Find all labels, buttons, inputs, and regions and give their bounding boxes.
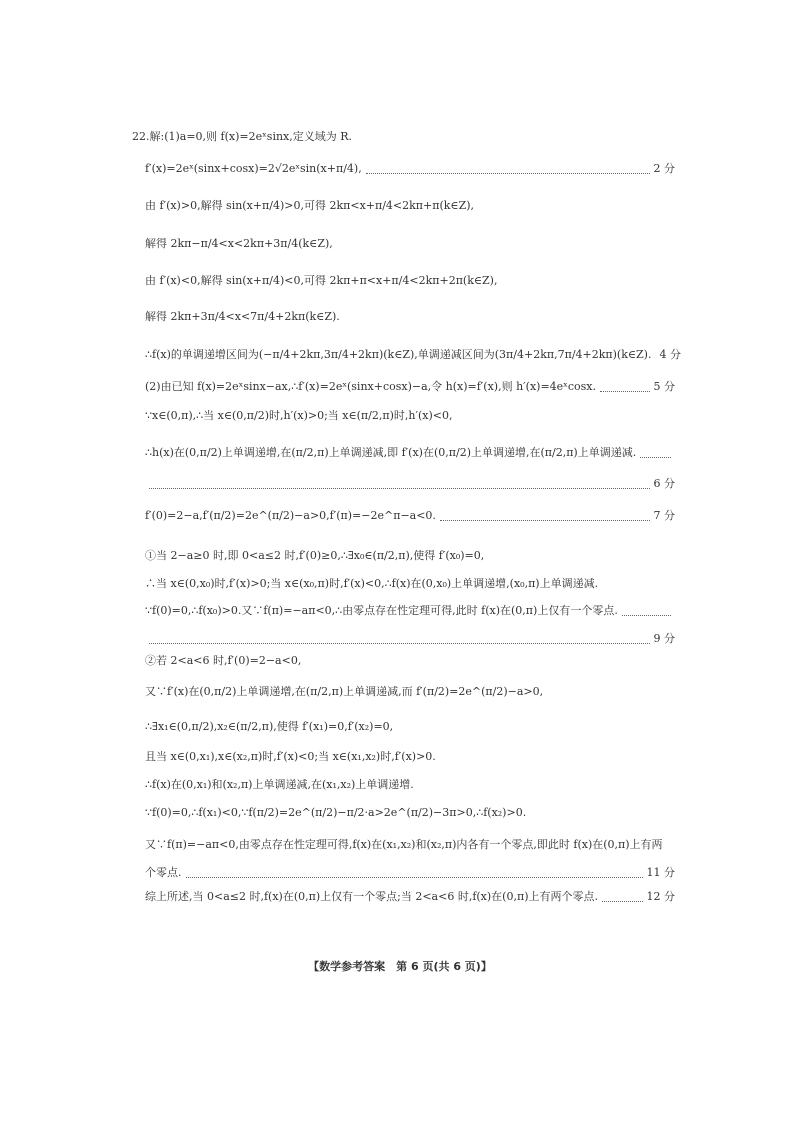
leader-dots (602, 893, 643, 902)
solution-text: 解得 2kπ−π/4<x<2kπ+3π/4(k∈Z), (145, 237, 333, 250)
solution-line (145, 237, 675, 251)
solution-text: ∵f(0)=0,∴f(x₁)<0,∵f(π/2)=2e^(π/2)−π/2·a>2e^(π/2)−3π>0,∴f(x₂)>0. (145, 806, 527, 819)
score-label: 2 分 (653, 162, 675, 175)
solution-line (145, 890, 675, 904)
solution-line (145, 654, 675, 668)
solution-line (145, 604, 675, 618)
solution-line (145, 838, 675, 852)
solution-text: 个零点. (145, 866, 182, 879)
solution-line (145, 348, 681, 362)
leader-dots (149, 635, 650, 644)
leader-dots (600, 383, 650, 392)
leader-dots (640, 449, 671, 458)
solution-line (145, 632, 675, 646)
score-label: 6 分 (653, 477, 675, 490)
solution-line (145, 380, 675, 394)
solution-line (145, 866, 675, 880)
solution-line (145, 720, 675, 734)
solution-text: (2)由已知 f(x)=2eˣsinx−ax,∴f′(x)=2eˣ(sinx+cosx)−a,令 h(x)=f′(x),则 h′(x)=4eˣcosx. (145, 380, 596, 393)
solution-line (145, 750, 675, 764)
solution-text: 且当 x∈(0,x₁),x∈(x₂,π)时,f′(x)<0;当 x∈(x₁,x₂)时,f′(x)>0. (145, 750, 436, 763)
solution-text: ∵f(0)=0,∴f(x₀)>0.又∵f(π)=−aπ<0,∴由零点存在性定理可得,此时 f(x)在(0,π)上仅有一个零点. (145, 604, 618, 617)
solution-line (145, 778, 675, 792)
solution-text: 由 f′(x)>0,解得 sin(x+π/4)>0,可得 2kπ<x+π/4<2kπ+π(k∈Z), (145, 199, 475, 212)
leader-dots (440, 512, 650, 521)
solution-text: ∴∃x₁∈(0,π/2),x₂∈(π/2,π),使得 f′(x₁)=0,f′(x₂)=0, (145, 720, 394, 733)
solution-line (145, 310, 675, 324)
solution-line (145, 409, 675, 423)
solution-line (145, 274, 675, 288)
solution-line (145, 477, 675, 491)
solution-line (145, 446, 675, 460)
leader-dots (149, 480, 650, 489)
solution-text: f′(x)=2eˣ(sinx+cosx)=2√2eˣsin(x+π/4), (145, 162, 362, 175)
solution-text: 又∵f′(x)在(0,π/2)上单调递增,在(π/2,π)上单调递减,而 f′(π/2)=2e^(π/2)−a>0, (145, 685, 544, 698)
solution-text: ∴h(x)在(0,π/2)上单调递增,在(π/2,π)上单调递减,即 f′(x)在(0,π/2)上单调递增,在(π/2,π)上单调递减. (145, 446, 637, 459)
solution-text: ∴f(x)在(0,x₁)和(x₂,π)上单调递减,在(x₁,x₂)上单调递增. (145, 778, 414, 791)
solution-line (145, 162, 675, 176)
score-label: 4 分 (659, 348, 681, 361)
score-label: 9 分 (653, 632, 675, 645)
solution-text: ①当 2−a≥0 时,即 0<a≤2 时,f′(0)≥0,∴∃x₀∈(π/2,π),使得 f′(x₀)=0, (145, 549, 485, 562)
solution-line (145, 685, 675, 699)
score-label: 5 分 (653, 380, 675, 393)
leader-dots (366, 165, 650, 174)
score-label: 7 分 (653, 509, 675, 522)
solution-line (145, 549, 675, 563)
solution-line (145, 806, 675, 820)
solution-text: 解得 2kπ+3π/4<x<7π/4+2kπ(k∈Z). (145, 310, 340, 323)
score-label: 11 分 (646, 866, 675, 879)
solution-text: 综上所述,当 0<a≤2 时,f(x)在(0,π)上仅有一个零点;当 2<a<6 时,f(x)在(0,π)上有两个零点. (145, 890, 598, 903)
solution-text: 22.解:(1)a=0,则 f(x)=2eˣsinx,定义域为 R. (132, 130, 353, 143)
solution-line (145, 577, 675, 591)
leader-dots (186, 869, 643, 878)
solution-text: ②若 2<a<6 时,f′(0)=2−a<0, (145, 654, 302, 667)
solution-text: ∴当 x∈(0,x₀)时,f′(x)>0;当 x∈(x₀,π)时,f′(x)<0,∴f(x)在(0,x₀)上单调递增,(x₀,π)上单调递减. (145, 577, 599, 590)
solution-text: ∵x∈(0,π),∴当 x∈(0,π/2)时,h′(x)>0;当 x∈(π/2,π)时,h′(x)<0, (145, 409, 453, 422)
solution-text: 又∵f(π)=−aπ<0,由零点存在性定理可得,f(x)在(x₁,x₂)和(x₂,π)内各有一个零点,即此时 f(x)在(0,π)上有两 (145, 838, 663, 851)
solution-line (145, 509, 675, 523)
page-footer: 【数学参考答案 第 6 页(共 6 页)】 (308, 960, 492, 973)
solution-text: 由 f′(x)<0,解得 sin(x+π/4)<0,可得 2kπ+π<x+π/4<2kπ+2π(k∈Z), (145, 274, 498, 287)
solution-text: f′(0)=2−a,f′(π/2)=2e^(π/2)−a>0,f′(π)=−2e^π−a<0. (145, 509, 436, 522)
leader-dots (622, 607, 671, 616)
solution-line (132, 130, 662, 144)
solution-text: ∴f(x)的单调递增区间为(−π/4+2kπ,3π/4+2kπ)(k∈Z),单调递减区间为(3π/4+2kπ,7π/4+2kπ)(k∈Z). (145, 348, 652, 361)
solution-line (145, 199, 675, 213)
score-label: 12 分 (646, 890, 675, 903)
